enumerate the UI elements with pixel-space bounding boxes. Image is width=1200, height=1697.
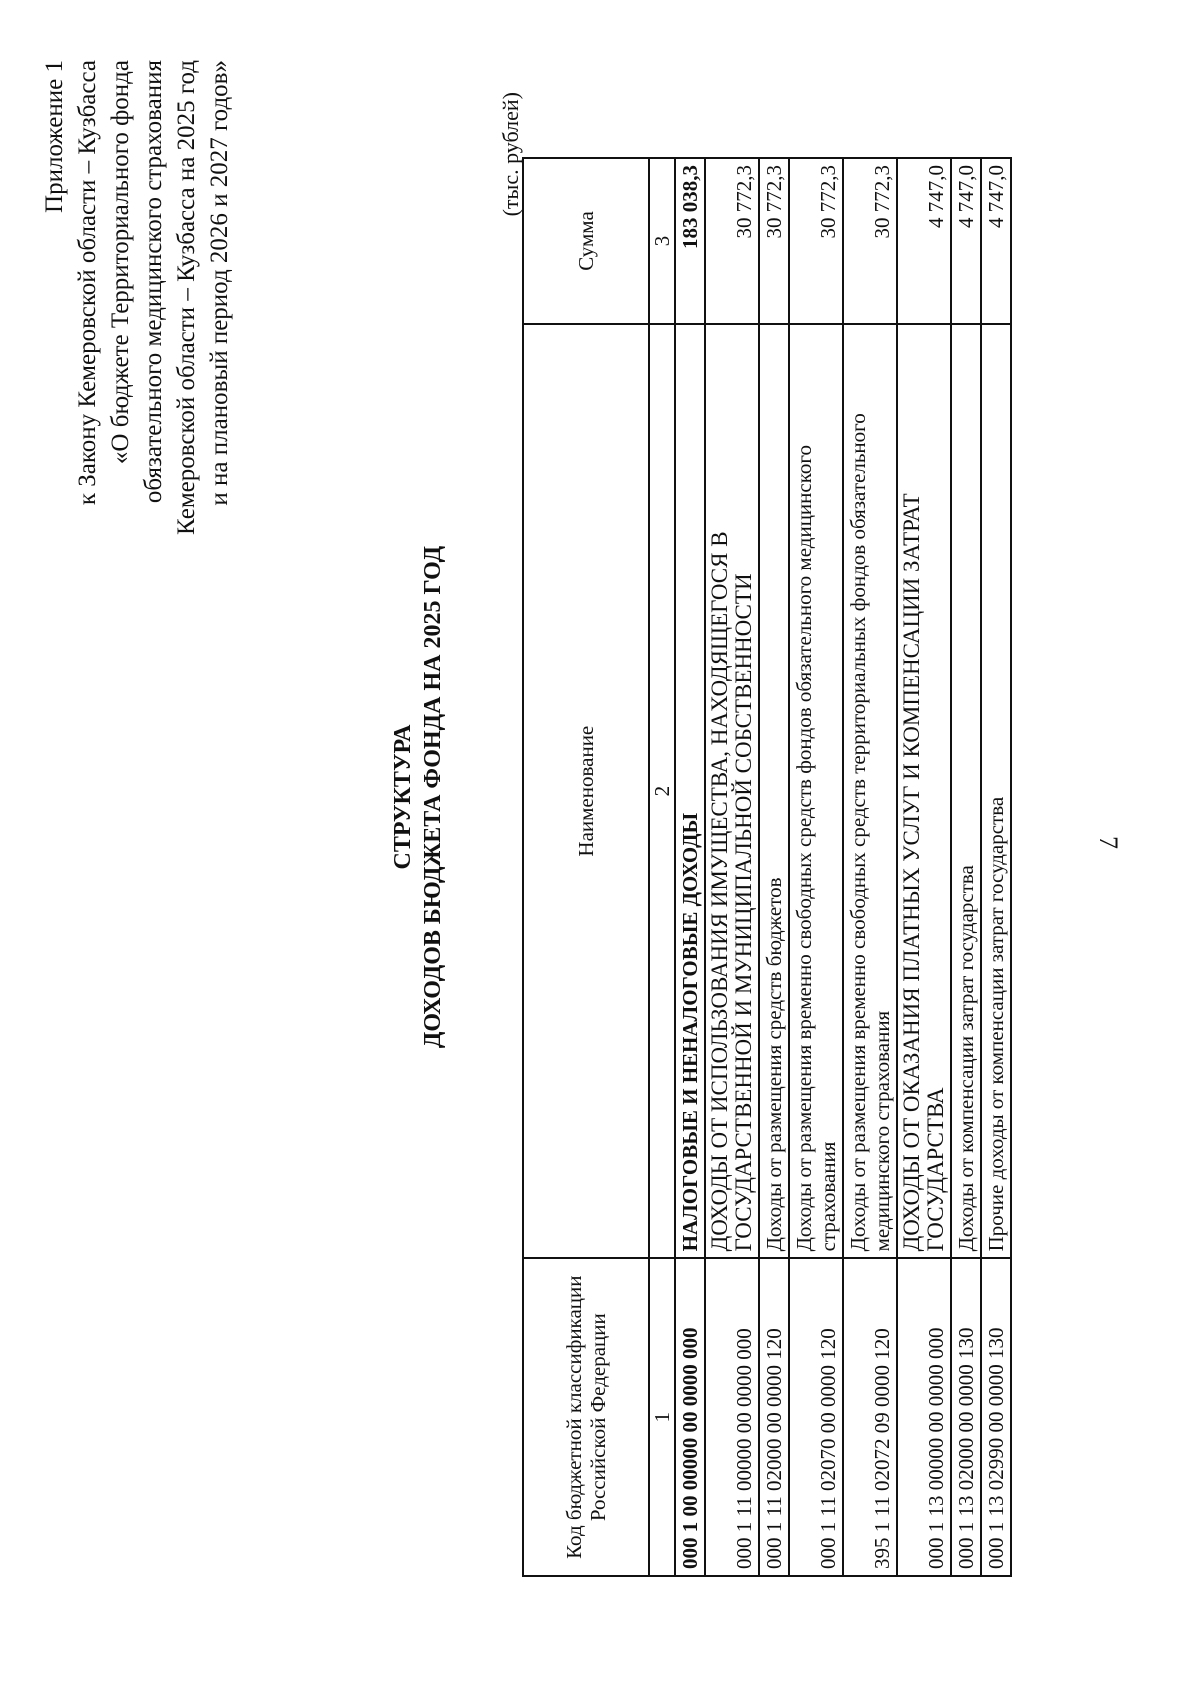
row-name: Доходы от размещения средств бюджетов [759, 324, 789, 1259]
row-code: 000 1 11 02070 00 0000 120 [789, 1258, 843, 1576]
row-code: 000 1 13 00000 00 0000 000 [897, 1258, 951, 1576]
row-name: Прочие доходы от компенсации затрат государства [981, 324, 1011, 1259]
column-number-row [649, 158, 675, 1576]
row-name: НАЛОГОВЫЕ И НЕНАЛОГОВЫЕ ДОХОДЫ [675, 324, 705, 1259]
row-code: 000 1 13 02990 00 0000 130 [981, 1258, 1011, 1576]
table-row [705, 158, 759, 1576]
title-line-2: ДОХОДОВ БЮДЖЕТА ФОНДА НА 2025 ГОД [420, 545, 446, 1049]
appendix-line: и на плановый период 2026 и 2027 годов» [206, 60, 233, 506]
page-number: 7 [1094, 836, 1123, 849]
row-sum: 30 772,3 [705, 158, 759, 324]
appendix-line: «О бюджете Территориального фонда [107, 60, 134, 465]
table-row [789, 158, 843, 1576]
header-code: Код бюджетной классификации Российской Федерации [523, 1258, 649, 1576]
table-header-row [523, 158, 649, 1576]
appendix-line: обязательного медицинского страхования [140, 60, 167, 504]
header-sum: Сумма [523, 158, 649, 324]
row-name: Доходы от компенсации затрат государства [951, 324, 981, 1259]
row-name: ДОХОДЫ ОТ ИСПОЛЬЗОВАНИЯ ИМУЩЕСТВА, НАХОДЯЩЕГОСЯ В ГОСУДАРСТВЕННОЙ И МУНИЦИПАЛЬНОЙ СОБСТВЕННОСТИ [705, 324, 759, 1259]
row-code: 000 1 00 00000 00 0000 000 [675, 1258, 705, 1576]
appendix-note [38, 60, 236, 700]
table-row [951, 158, 981, 1576]
row-name: Доходы от размещения временно свободных средств территориальных фондов обязательного медицинского страхования [843, 324, 897, 1259]
appendix-line: Приложение 1 [41, 60, 68, 213]
unit-label: (тыс. рублей) [498, 92, 523, 217]
table-row [843, 158, 897, 1576]
appendix-line: Кемеровской области – Кузбасса на 2025 год [173, 60, 200, 535]
row-code: 000 1 13 02000 00 0000 130 [951, 1258, 981, 1576]
column-number: 1 [649, 1258, 675, 1576]
row-code: 000 1 11 02000 00 0000 120 [759, 1258, 789, 1576]
row-sum: 4 747,0 [981, 158, 1011, 324]
row-name: ДОХОДЫ ОТ ОКАЗАНИЯ ПЛАТНЫХ УСЛУГ И КОМПЕНСАЦИИ ЗАТРАТ ГОСУДАРСТВА [897, 324, 951, 1259]
row-sum: 183 038,3 [675, 158, 705, 324]
table-row [897, 158, 951, 1576]
row-sum: 30 772,3 [789, 158, 843, 324]
document-title [388, 147, 448, 1447]
column-number: 3 [649, 158, 675, 324]
appendix-line: к Закону Кемеровской области – Кузбасса [74, 60, 101, 506]
income-table [522, 157, 1012, 1577]
row-sum: 30 772,3 [843, 158, 897, 324]
title-line-1: СТРУКТУРА [390, 724, 416, 870]
row-name: Доходы от размещения временно свободных средств фондов обязательного медицинского страхования [789, 324, 843, 1259]
row-code: 000 1 11 00000 00 0000 000 [705, 1258, 759, 1576]
row-code: 395 1 11 02072 09 0000 120 [843, 1258, 897, 1576]
row-sum: 4 747,0 [951, 158, 981, 324]
table-row [759, 158, 789, 1576]
header-name: Наименование [523, 324, 649, 1259]
table-row [675, 158, 705, 1576]
column-number: 2 [649, 324, 675, 1259]
row-sum: 30 772,3 [759, 158, 789, 324]
row-sum: 4 747,0 [897, 158, 951, 324]
table-row [981, 158, 1011, 1576]
